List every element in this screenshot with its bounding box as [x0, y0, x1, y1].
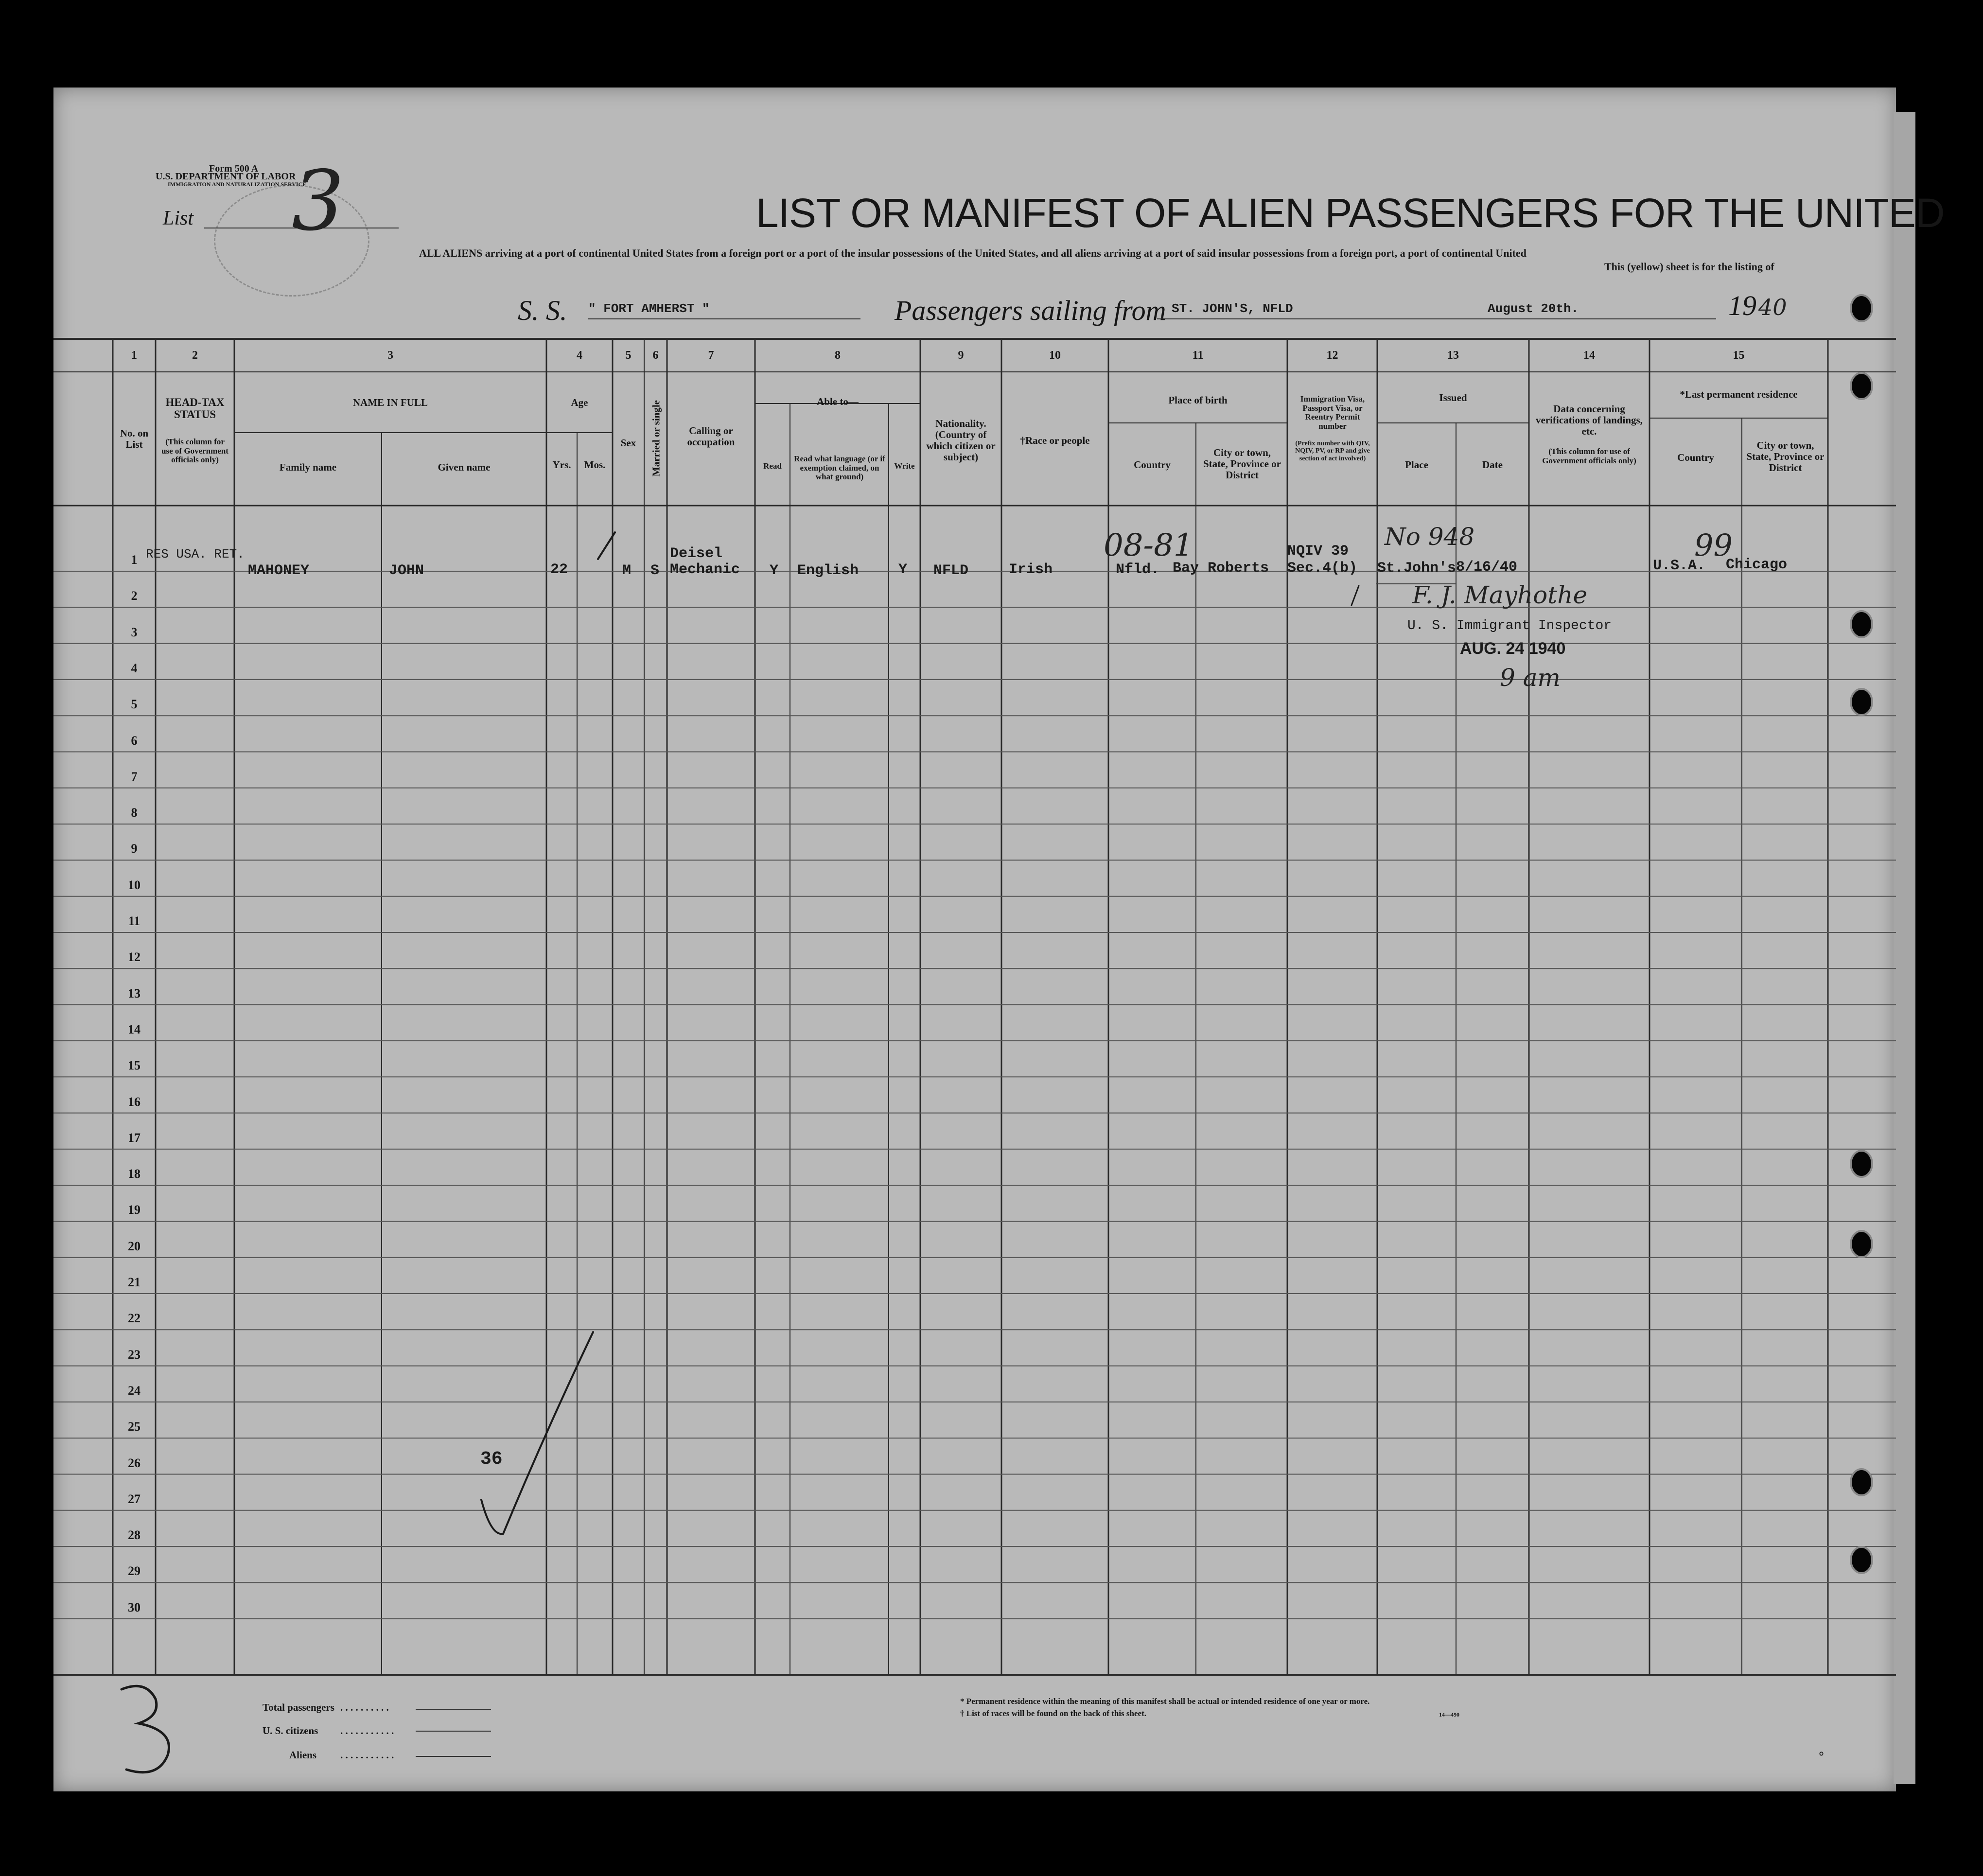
- stamp-date: AUG. 24 1940: [1460, 639, 1566, 658]
- total-passengers-line: [416, 1709, 491, 1710]
- col-num-3: 3: [387, 349, 393, 362]
- header-birth-country: Country: [1134, 459, 1171, 471]
- row-number: 3: [131, 625, 138, 639]
- dot-leader: . . . . . . . . . .: [340, 1701, 389, 1713]
- year-prefix: 19: [1728, 290, 1756, 321]
- ss-label: S. S.: [518, 295, 567, 326]
- header-no-on-list: No. on List: [120, 427, 149, 451]
- punch-hole: [1850, 294, 1873, 322]
- header-calling: Calling or occupation: [687, 425, 735, 448]
- row-number: 18: [128, 1167, 140, 1181]
- tally-number: 36: [480, 1449, 503, 1470]
- birth-note-handwritten: 08-81: [1104, 527, 1193, 563]
- language: English: [797, 562, 859, 579]
- aliens-line: [416, 1756, 491, 1757]
- sailing-label: Passengers sailing from: [895, 295, 1166, 326]
- marital-status: S: [650, 562, 660, 579]
- us-citizens-line: [416, 1731, 491, 1732]
- row-number: 13: [128, 986, 140, 1000]
- col-num-14: 14: [1583, 349, 1595, 362]
- residence-city: Chicago: [1726, 557, 1788, 573]
- punch-hole: [1850, 1546, 1873, 1574]
- col-num-15: 15: [1733, 349, 1745, 362]
- faint-seal: [214, 185, 369, 297]
- birth-country: Nfld.: [1116, 561, 1160, 578]
- col-num-2: 2: [192, 349, 198, 362]
- row-number: 8: [131, 806, 138, 820]
- issued-date: 8/16/40: [1456, 559, 1518, 576]
- header-age: Age: [571, 397, 588, 408]
- header-nationality: Nationality. (Country of which citizen or subject): [926, 418, 996, 463]
- punch-hole: [1850, 1150, 1873, 1178]
- punch-hole: [1850, 372, 1873, 400]
- aliens-label: Aliens: [289, 1749, 317, 1761]
- family-name: MAHONEY: [248, 562, 310, 579]
- header-birth-city: City or town, State, Province or District: [1203, 447, 1281, 481]
- col-num-13: 13: [1447, 349, 1459, 362]
- row-number: 2: [131, 589, 138, 603]
- row-number: 24: [128, 1383, 140, 1398]
- col-num-4: 4: [577, 349, 582, 362]
- row-number: 26: [128, 1455, 140, 1470]
- sex: M: [622, 562, 632, 579]
- col-num-6: 6: [652, 349, 659, 362]
- subtitle-line-2: This (yellow) sheet is for the listing of: [1604, 261, 1774, 273]
- header-issued-date: Date: [1482, 459, 1503, 471]
- visa-note-handwritten: No 948: [1385, 523, 1475, 551]
- header-read-what: Read what language (or if exemption claimed, on what ground): [794, 454, 885, 482]
- header-write: Write: [894, 461, 915, 471]
- dot-leader: . . . . . . . . . . .: [340, 1749, 394, 1761]
- row-number: 15: [128, 1058, 140, 1073]
- issued-place: St.John's: [1377, 560, 1457, 577]
- header-married: Married or single: [650, 400, 662, 477]
- header-yrs: Yrs.: [552, 459, 571, 471]
- ship-underline: [588, 318, 860, 319]
- header-data-concerning: Data concerning verifications of landings, etc.: [1536, 403, 1643, 438]
- col-num-1: 1: [131, 349, 137, 362]
- form-code: 14—490: [1439, 1711, 1459, 1718]
- col-num-5: 5: [625, 349, 632, 362]
- ship-name: " FORT AMHERST ": [588, 301, 710, 316]
- col-num-7: 7: [708, 349, 714, 362]
- header-res-country: Country: [1677, 452, 1714, 463]
- row-number: 20: [128, 1239, 140, 1253]
- visa-section: Sec.4(b): [1287, 560, 1358, 577]
- col-num-10: 10: [1049, 349, 1061, 362]
- footnote-races: † List of races will be found on the back of this sheet.: [960, 1709, 1146, 1718]
- residence-country: U.S.A.: [1653, 558, 1706, 574]
- subtitle-line-1: ALL ALIENS arriving at a port of continental United States from a foreign port or a port of the insular possessions of the United States, and all aliens arriving at a port of said insular possessions from a foreign port, a port of continental United: [419, 247, 1527, 259]
- form-number: Form 500 A: [209, 163, 259, 174]
- can-write: Y: [898, 561, 908, 578]
- given-name: JOHN: [389, 562, 424, 579]
- departure-port: ST. JOHN'S, NFLD: [1172, 301, 1293, 316]
- row-number: 23: [128, 1347, 140, 1362]
- inspector-signature: F. J. Mayhothe: [1412, 581, 1588, 609]
- row-number: 5: [131, 697, 138, 712]
- time-note: 9 am: [1500, 664, 1561, 692]
- row-number: 7: [131, 769, 138, 784]
- department-label: U.S. DEPARTMENT OF LABOR: [156, 171, 296, 182]
- row-number: 4: [131, 661, 138, 675]
- row-number: 25: [128, 1420, 140, 1434]
- sheet-number-mark: [122, 1686, 169, 1772]
- list-label: List: [163, 207, 194, 229]
- punch-hole: [1850, 1230, 1873, 1258]
- us-citizens-label: U. S. citizens: [263, 1725, 318, 1736]
- header-visa: Immigration Visa, Passport Visa, or Reentry Permit number: [1300, 394, 1365, 431]
- header-able-to: Able to—: [817, 396, 859, 407]
- row-number: 10: [128, 877, 140, 892]
- row-number: 27: [128, 1491, 140, 1506]
- row-number: 1: [131, 553, 138, 567]
- punch-hole: [1850, 688, 1873, 716]
- col-num-8: 8: [835, 349, 841, 362]
- col-num-9: 9: [958, 349, 964, 362]
- port-underline: [1157, 318, 1716, 319]
- punch-hole: [1850, 1468, 1873, 1496]
- col-num-12: 12: [1326, 349, 1338, 362]
- occupation-line-2: Mechanic: [670, 561, 740, 578]
- footnote-residence: * Permanent residence within the meaning of this manifest shall be actual or intended residence of one year or more.: [960, 1697, 1370, 1706]
- check-mark: [481, 1332, 593, 1534]
- punch-hole: [1850, 610, 1873, 638]
- row-number: 11: [128, 914, 140, 928]
- header-given-name: Given name: [438, 461, 491, 473]
- row-number: 22: [128, 1311, 140, 1326]
- row-number: 6: [131, 733, 138, 748]
- head-tax-status: RES USA. RET.: [146, 547, 245, 561]
- row-number: 14: [128, 1022, 140, 1036]
- age-years: 22: [550, 561, 568, 578]
- can-read: Y: [770, 562, 779, 579]
- list-number: 3: [292, 153, 345, 249]
- header-data-note: (This column for use of Government officials only): [1542, 447, 1636, 465]
- header-res-city: City or town, State, Province or District: [1746, 439, 1825, 474]
- row-number: 21: [128, 1275, 140, 1289]
- year-suffix: 40: [1758, 294, 1787, 320]
- signature-line: [1376, 583, 1456, 584]
- header-race: †Race or people: [1020, 435, 1090, 446]
- row-number: 12: [128, 950, 140, 964]
- header-name-in-full: NAME IN FULL: [352, 397, 428, 408]
- header-read: Read: [763, 461, 782, 471]
- row-number: 9: [131, 842, 138, 856]
- dot-leader: . . . . . . . . . . .: [340, 1725, 394, 1736]
- row-number: 30: [128, 1600, 140, 1614]
- header-sex: Sex: [620, 437, 636, 449]
- col-num-11: 11: [1192, 349, 1204, 362]
- header-mos: Mos.: [584, 459, 606, 471]
- row-number: 19: [128, 1203, 140, 1217]
- total-passengers-label: Total passengers: [263, 1701, 334, 1713]
- row-number: 16: [128, 1094, 140, 1109]
- header-visa-note: (Prefix number with QIV, NQIV, PV, or RP and give section of act involved): [1295, 440, 1370, 462]
- service-label: IMMIGRATION AND NATURALIZATION SERVICE: [168, 181, 307, 188]
- header-place-of-birth: Place of birth: [1168, 394, 1228, 406]
- header-issued-place: Place: [1405, 459, 1428, 471]
- row-number: 28: [128, 1528, 140, 1543]
- document-title: LIST OR MANIFEST OF ALIEN PASSENGERS FOR THE UNITED: [756, 190, 1945, 236]
- header-last-residence: *Last permanent residence: [1680, 388, 1798, 400]
- header-issued: Issued: [1439, 392, 1467, 403]
- race: Irish: [1009, 561, 1053, 578]
- header-head-tax-note: (This column for use of Government officials only): [161, 437, 228, 465]
- sailing-date: August 20th.: [1488, 301, 1579, 316]
- inspector-title: U. S. Immigrant Inspector: [1407, 618, 1612, 633]
- corner-mark: °: [1818, 1750, 1825, 1765]
- nationality: NFLD: [933, 562, 969, 579]
- row-number: 17: [128, 1130, 140, 1145]
- row-number: 29: [128, 1564, 140, 1578]
- residence-code-handwritten: 99: [1694, 527, 1733, 563]
- header-family-name: Family name: [279, 461, 337, 473]
- birth-city: Bay Roberts: [1173, 560, 1269, 577]
- header-head-tax: HEAD-TAX STATUS: [165, 396, 225, 421]
- visa-number: NQIV 39: [1287, 543, 1349, 560]
- occupation-line-1: Deisel: [670, 545, 723, 562]
